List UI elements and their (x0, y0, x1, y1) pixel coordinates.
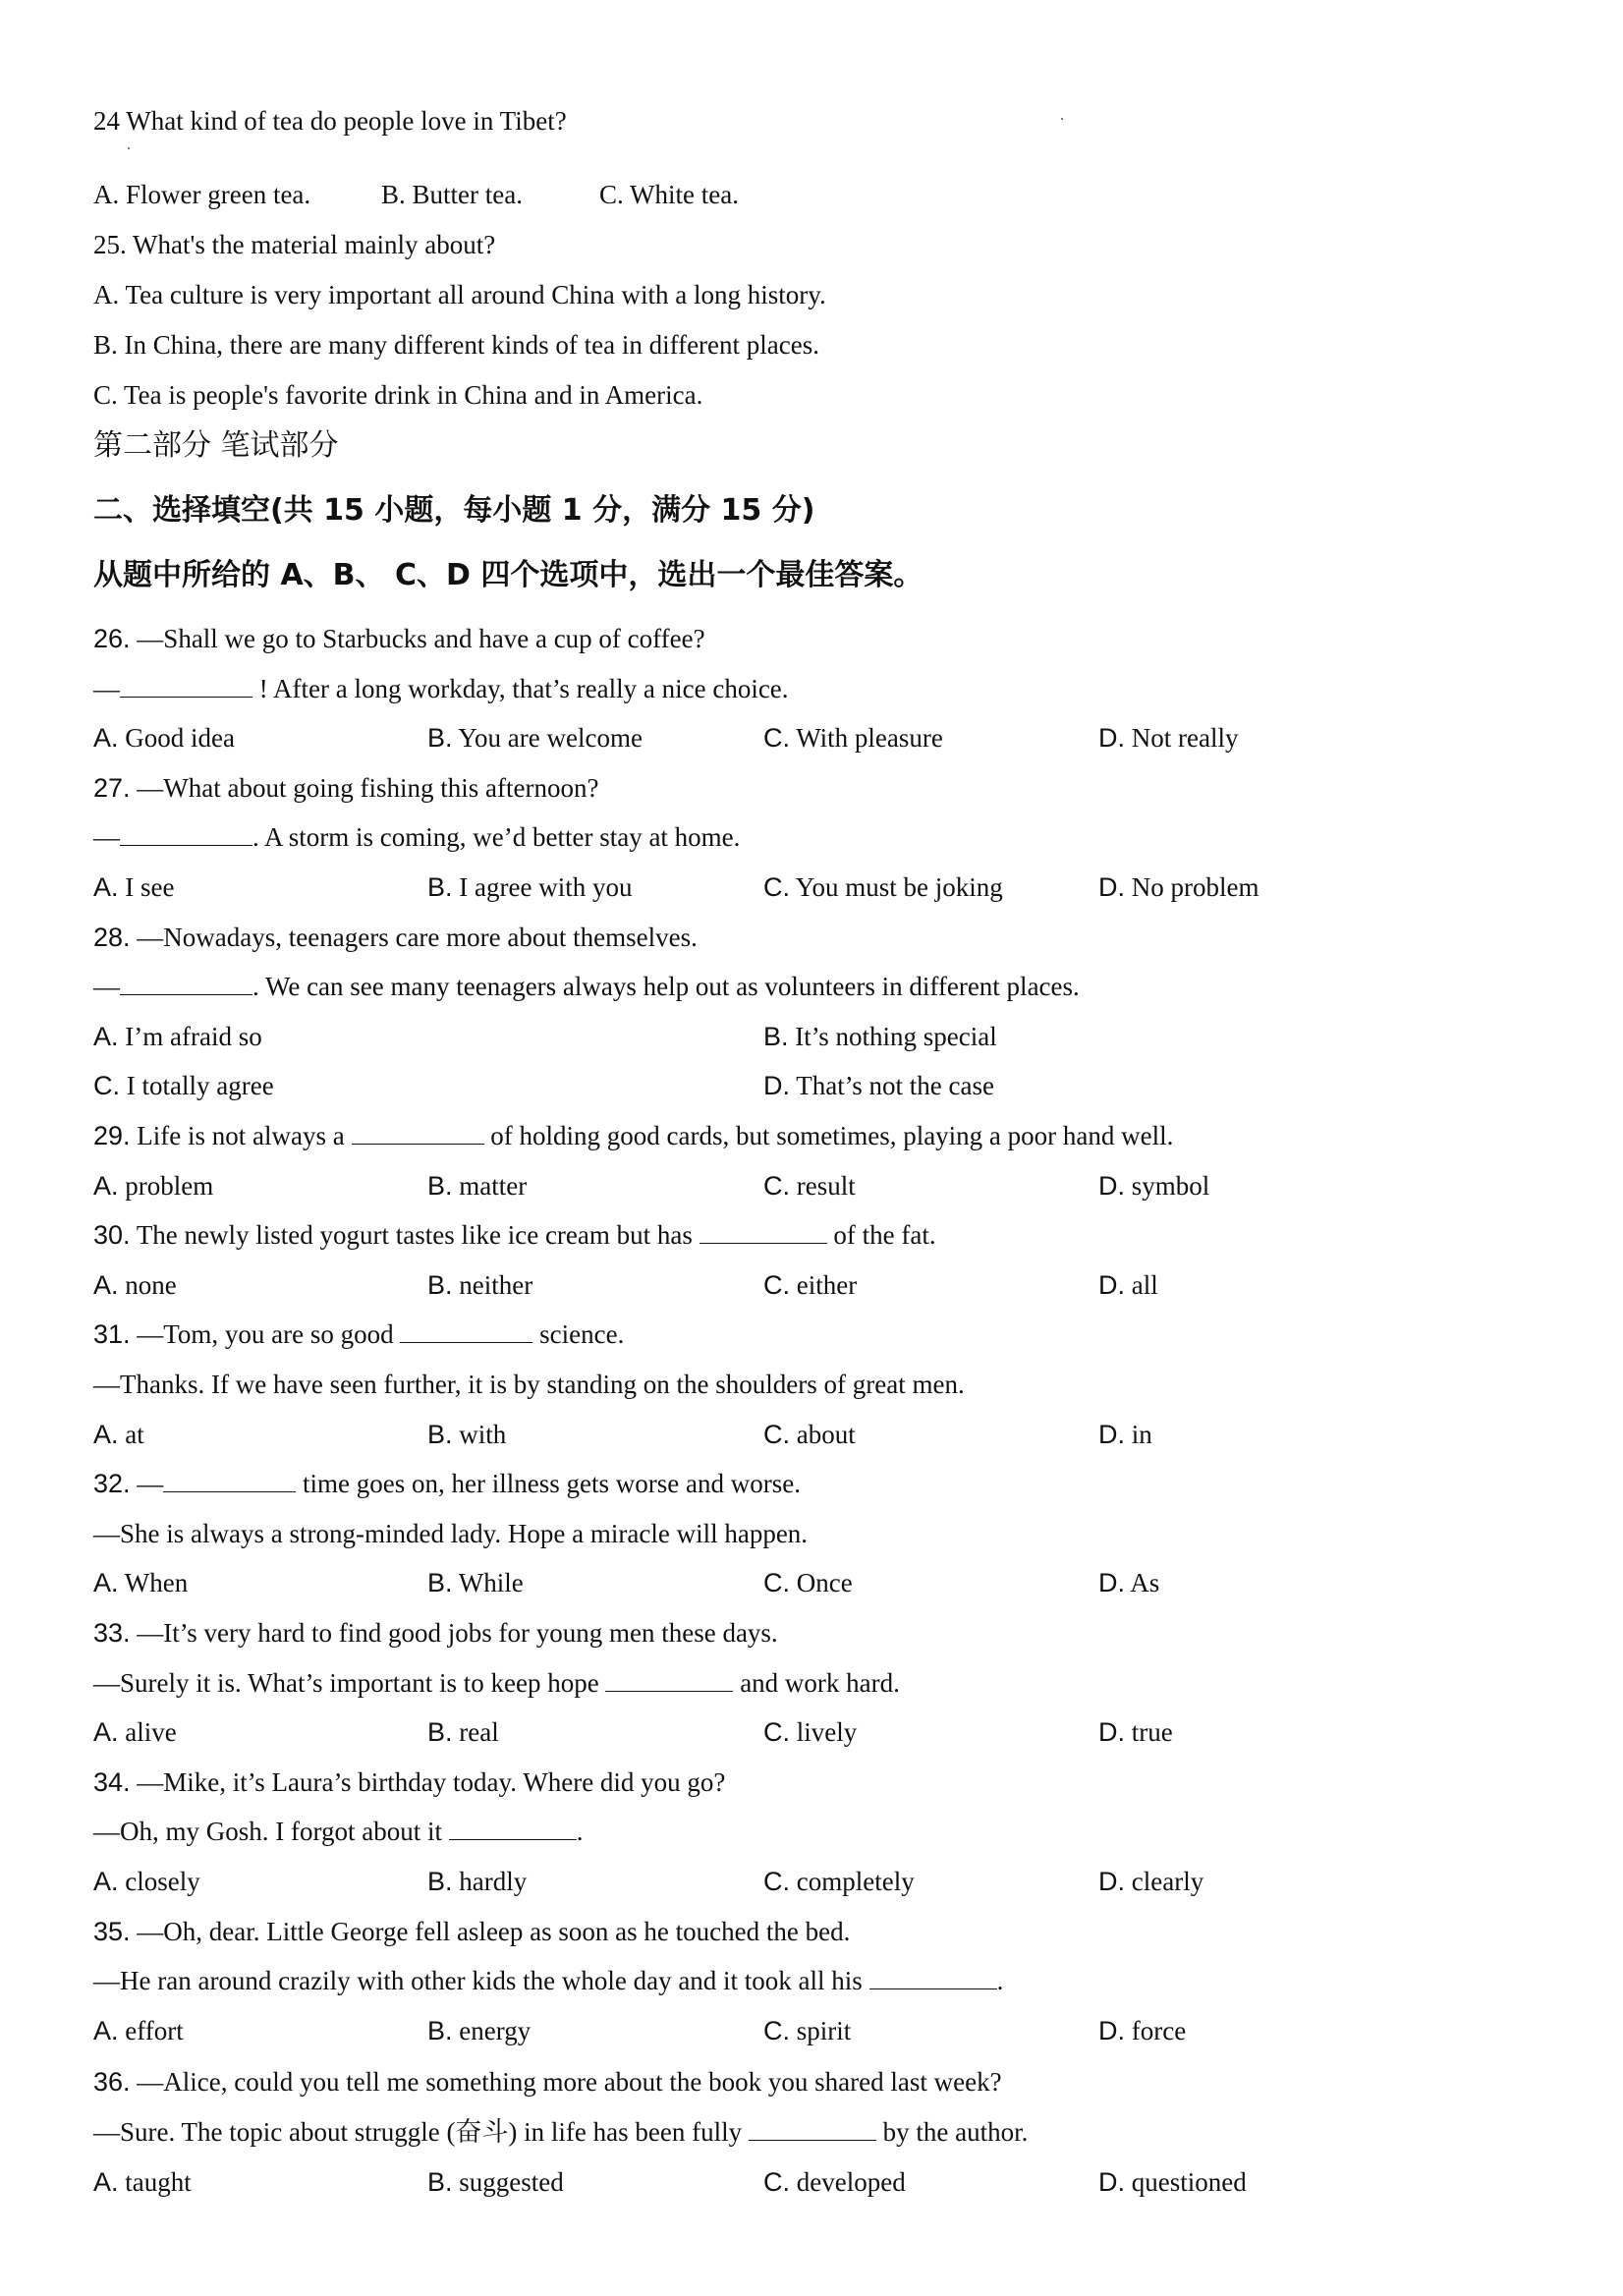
question-text: —Shall we go to Starbucks and have a cup of coffee? (137, 624, 705, 653)
option-letter: A. (93, 1171, 119, 1201)
option-letter: A. (93, 1568, 119, 1597)
answer-blank (120, 969, 252, 995)
answer-blank (120, 671, 252, 698)
option-b (427, 1267, 532, 1303)
question-text: time goes on, her illness gets worse and worse. (296, 1469, 801, 1498)
option-letter: A. (93, 1022, 119, 1051)
option-d (1098, 1168, 1209, 1204)
option-text: With pleasure (796, 723, 943, 753)
option-a (93, 2164, 192, 2200)
answer-blank (869, 1963, 997, 1989)
option-c (93, 1068, 274, 1103)
question-number: 27. (93, 773, 131, 803)
part-title: 第二部分 笔试部分 (93, 428, 339, 463)
answer-blank (120, 819, 252, 846)
question-31-line (93, 1367, 965, 1402)
q25-option-c: C. Tea is people's favorite drink in China and in America. (93, 380, 703, 410)
option-text: developed (796, 2167, 906, 2197)
option-text: with (459, 1420, 507, 1449)
question-text: of the fat. (826, 1220, 936, 1250)
option-text: neither (459, 1270, 533, 1300)
question-33-line (93, 1615, 778, 1651)
question-text: The newly listed yogurt tastes like ice cream but has (136, 1220, 700, 1250)
option-a (93, 1417, 144, 1452)
answer-blank (400, 1316, 532, 1343)
option-letter: D. (1098, 872, 1125, 902)
option-text: lively (796, 1717, 858, 1747)
question-text: —Nowadays, teenagers care more about themselves. (137, 923, 698, 952)
option-d (1098, 2164, 1247, 2200)
question-text: . We can see many teenagers always help out as volunteers in different places. (252, 972, 1080, 1001)
option-b (427, 1714, 499, 1750)
question-29-line (93, 1118, 1173, 1153)
option-text: Not really (1131, 723, 1239, 753)
option-c (763, 1714, 857, 1750)
question-number: 30. (93, 1220, 131, 1250)
option-text: problem (125, 1171, 214, 1201)
option-b (427, 720, 643, 756)
option-text: either (796, 1270, 858, 1300)
answer-blank (352, 1118, 484, 1145)
question-32-line (93, 1516, 808, 1551)
option-text: clearly (1131, 1867, 1204, 1896)
option-d (763, 1068, 994, 1103)
question-31-line (93, 1316, 624, 1352)
option-c (763, 2013, 851, 2048)
option-b (427, 2013, 531, 2048)
option-text: You are welcome (458, 723, 643, 753)
option-text: real (459, 1717, 499, 1747)
option-letter: C. (763, 2167, 790, 2197)
option-text: Once (796, 1568, 853, 1597)
option-letter: B. (427, 1171, 453, 1201)
option-text: It’s nothing special (795, 1022, 997, 1051)
option-text: effort (125, 2016, 184, 2045)
question-text: . A storm is coming, we’d better stay at home. (252, 822, 741, 852)
question-34-line (93, 1814, 583, 1849)
q25-option-a: A. Tea culture is very important all around China with a long history. (93, 280, 826, 309)
option-text: taught (125, 2167, 192, 2197)
option-letter: D. (1098, 1420, 1125, 1449)
question-28-line (93, 969, 1080, 1004)
option-letter: B. (427, 1420, 453, 1449)
option-b (427, 869, 632, 905)
section-instruction: 从题中所给的 A、B、 C、D 四个选项中，选出一个最佳答案。 (93, 558, 923, 592)
option-d (1098, 720, 1238, 756)
option-a (93, 720, 235, 756)
option-letter: B. (427, 1270, 453, 1300)
question-text: —Mike, it’s Laura’s birthday today. Where did you go? (137, 1767, 726, 1797)
question-26-line (93, 671, 789, 706)
q24-option-b: B. Butter tea. (381, 180, 523, 209)
option-letter: B. (427, 1568, 453, 1597)
option-text: That’s not the case (796, 1071, 994, 1100)
option-text: questioned (1131, 2167, 1247, 2197)
question-text: —He ran around crazily with other kids the whole day and it took all his (93, 1966, 869, 1995)
option-letter: C. (763, 1867, 790, 1896)
question-text: . (576, 1817, 584, 1846)
question-number: 26. (93, 624, 131, 653)
option-letter: A. (93, 1270, 119, 1300)
question-text: of holding good cards, but sometimes, playing a poor hand well. (483, 1121, 1174, 1150)
question-text: —Thanks. If we have seen further, it is by standing on the shoulders of great men. (93, 1370, 965, 1399)
option-text: completely (796, 1867, 915, 1896)
question-text: — (93, 972, 120, 1001)
option-letter: A. (93, 1717, 119, 1747)
option-letter: D. (1098, 1270, 1125, 1300)
option-c (763, 2164, 906, 2200)
option-text: I’m afraid so (125, 1022, 262, 1051)
option-letter: C. (763, 1420, 790, 1449)
option-text: alive (125, 1717, 177, 1747)
question-text: —She is always a strong-minded lady. Hope a miracle will happen. (93, 1519, 809, 1548)
option-letter: B. (427, 2016, 453, 2045)
answer-blank (700, 1217, 827, 1244)
option-letter: A. (93, 2167, 119, 2197)
option-a (93, 1714, 177, 1750)
question-28-line (93, 920, 698, 955)
option-d (1098, 2013, 1186, 2048)
option-text: at (125, 1420, 144, 1449)
question-32-line (93, 1466, 801, 1501)
option-text: matter (459, 1171, 528, 1201)
question-text: and work hard. (733, 1668, 900, 1698)
option-text: When (124, 1568, 189, 1597)
option-d (1098, 1565, 1159, 1600)
option-letter: B. (763, 1022, 789, 1051)
option-letter: B. (427, 2167, 453, 2197)
question-35-line (93, 1963, 1003, 1998)
option-letter: D. (1098, 2167, 1125, 2197)
option-letter: C. (763, 2016, 790, 2045)
option-letter: D. (1098, 2016, 1125, 2045)
option-text: closely (125, 1867, 200, 1896)
option-letter: C. (763, 1717, 790, 1747)
option-c (763, 1565, 853, 1600)
question-number: 36. (93, 2067, 131, 2097)
question-text: —Surely it is. What’s important is to keep hope (93, 1668, 606, 1698)
option-d (1098, 1267, 1158, 1303)
option-letter: B. (427, 872, 453, 902)
option-a (93, 1168, 213, 1204)
question-number: 35. (93, 1917, 131, 1946)
question-number: 31. (93, 1319, 131, 1349)
option-b (427, 2164, 564, 2200)
question-text: —Tom, you are so good (137, 1319, 401, 1349)
option-d (1098, 1864, 1203, 1899)
scan-speck (1061, 118, 1063, 120)
option-letter: A. (93, 1867, 119, 1896)
option-a (93, 1019, 262, 1054)
question-33-line (93, 1665, 900, 1701)
option-c (763, 1168, 856, 1204)
question-text: —Alice, could you tell me something more about the book you shared last week? (137, 2067, 1002, 2097)
option-text: about (796, 1420, 856, 1449)
option-letter: D. (1098, 1867, 1125, 1896)
option-text: I totally agree (126, 1071, 274, 1100)
question-text: science. (532, 1319, 625, 1349)
question-text: ! After a long workday, that’s really a nice choice. (252, 674, 789, 703)
q24-option-a: A. Flower green tea. (93, 180, 311, 209)
option-text: suggested (459, 2167, 564, 2197)
question-number: 32. (93, 1469, 131, 1498)
option-letter: D. (763, 1071, 790, 1100)
option-letter: A. (93, 1420, 119, 1449)
question-number: 34. (93, 1767, 131, 1797)
option-letter: C. (763, 872, 790, 902)
option-text: hardly (459, 1867, 528, 1896)
answer-blank (449, 1814, 577, 1840)
answer-blank (163, 1466, 296, 1492)
option-text: symbol (1131, 1171, 1210, 1201)
option-text: You must be joking (795, 872, 1003, 902)
option-b (763, 1019, 997, 1054)
option-d (1098, 1417, 1152, 1452)
question-text: —It’s very hard to find good jobs for young men these days. (137, 1618, 778, 1648)
question-text: Life is not always a (137, 1121, 352, 1150)
answer-blank (749, 2114, 876, 2141)
option-text: spirit (796, 2016, 852, 2045)
option-b (427, 1565, 524, 1600)
option-letter: A. (93, 723, 119, 753)
option-b (427, 1417, 506, 1452)
option-c (763, 1864, 915, 1899)
option-letter: B. (427, 723, 453, 753)
question-25: 25. What's the material mainly about? (93, 230, 496, 259)
question-text: — (137, 1469, 164, 1498)
option-a (93, 1565, 188, 1600)
option-text: in (1131, 1420, 1152, 1449)
question-34-line (93, 1764, 725, 1800)
option-letter: A. (93, 2016, 119, 2045)
q25-option-b: B. In China, there are many different kinds of tea in different places. (93, 330, 819, 360)
option-letter: B. (427, 1867, 453, 1896)
question-36-line (93, 2114, 1028, 2150)
option-letter: B. (427, 1717, 453, 1747)
question-30-line (93, 1217, 936, 1253)
q24-option-c: C. White tea. (599, 180, 739, 209)
option-c (763, 1267, 857, 1303)
option-letter: D. (1098, 1568, 1125, 1597)
option-text: result (796, 1171, 856, 1201)
question-number: 28. (93, 923, 131, 952)
option-b (427, 1864, 527, 1899)
option-c (763, 869, 1003, 905)
question-26-line (93, 621, 705, 656)
question-text: . (996, 1966, 1004, 1995)
question-text: — (93, 674, 120, 703)
option-text: Good idea (125, 723, 235, 753)
option-text: none (125, 1270, 177, 1300)
question-text: —Oh, my Gosh. I forgot about it (93, 1817, 449, 1846)
option-d (1098, 869, 1259, 905)
option-a (93, 1267, 177, 1303)
question-text: —Oh, dear. Little George fell asleep as soon as he touched the bed. (137, 1917, 851, 1946)
question-text: —What about going fishing this afternoon? (137, 773, 599, 803)
question-number: 29. (93, 1121, 131, 1150)
question-27-line (93, 770, 598, 806)
question-number: 33. (93, 1618, 131, 1648)
option-letter: C. (93, 1071, 120, 1100)
option-letter: D. (1098, 1171, 1125, 1201)
option-c (763, 720, 943, 756)
option-text: While (458, 1568, 524, 1597)
question-24: 24 What kind of tea do people love in Tibet? (93, 106, 567, 136)
option-a (93, 869, 174, 905)
option-text: energy (459, 2016, 532, 2045)
option-letter: D. (1098, 1717, 1125, 1747)
question-35-line (93, 1914, 850, 1949)
question-text: —Sure. The topic about struggle (奋斗) in life has been fully (93, 2117, 749, 2147)
option-letter: C. (763, 1171, 790, 1201)
option-text: No problem (1131, 872, 1259, 902)
question-text: — (93, 822, 120, 852)
option-c (763, 1417, 856, 1452)
option-b (427, 1168, 527, 1204)
option-text: As (1130, 1568, 1160, 1597)
option-letter: D. (1098, 723, 1125, 753)
question-text: by the author. (875, 2117, 1029, 2147)
option-d (1098, 1714, 1173, 1750)
scan-speck (128, 147, 130, 149)
option-letter: A. (93, 872, 119, 902)
option-a (93, 1864, 200, 1899)
option-text: I see (125, 872, 175, 902)
option-text: I agree with you (459, 872, 633, 902)
option-text: true (1131, 1717, 1173, 1747)
option-text: all (1131, 1270, 1158, 1300)
option-letter: C. (763, 723, 790, 753)
option-letter: C. (763, 1270, 790, 1300)
option-a (93, 2013, 184, 2048)
section-heading: 二、选择填空(共 15 小题，每小题 1 分，满分 15 分) (93, 493, 815, 528)
question-27-line (93, 819, 740, 855)
option-letter: C. (763, 1568, 790, 1597)
question-36-line (93, 2064, 1002, 2100)
option-text: force (1131, 2016, 1187, 2045)
answer-blank (605, 1665, 733, 1692)
